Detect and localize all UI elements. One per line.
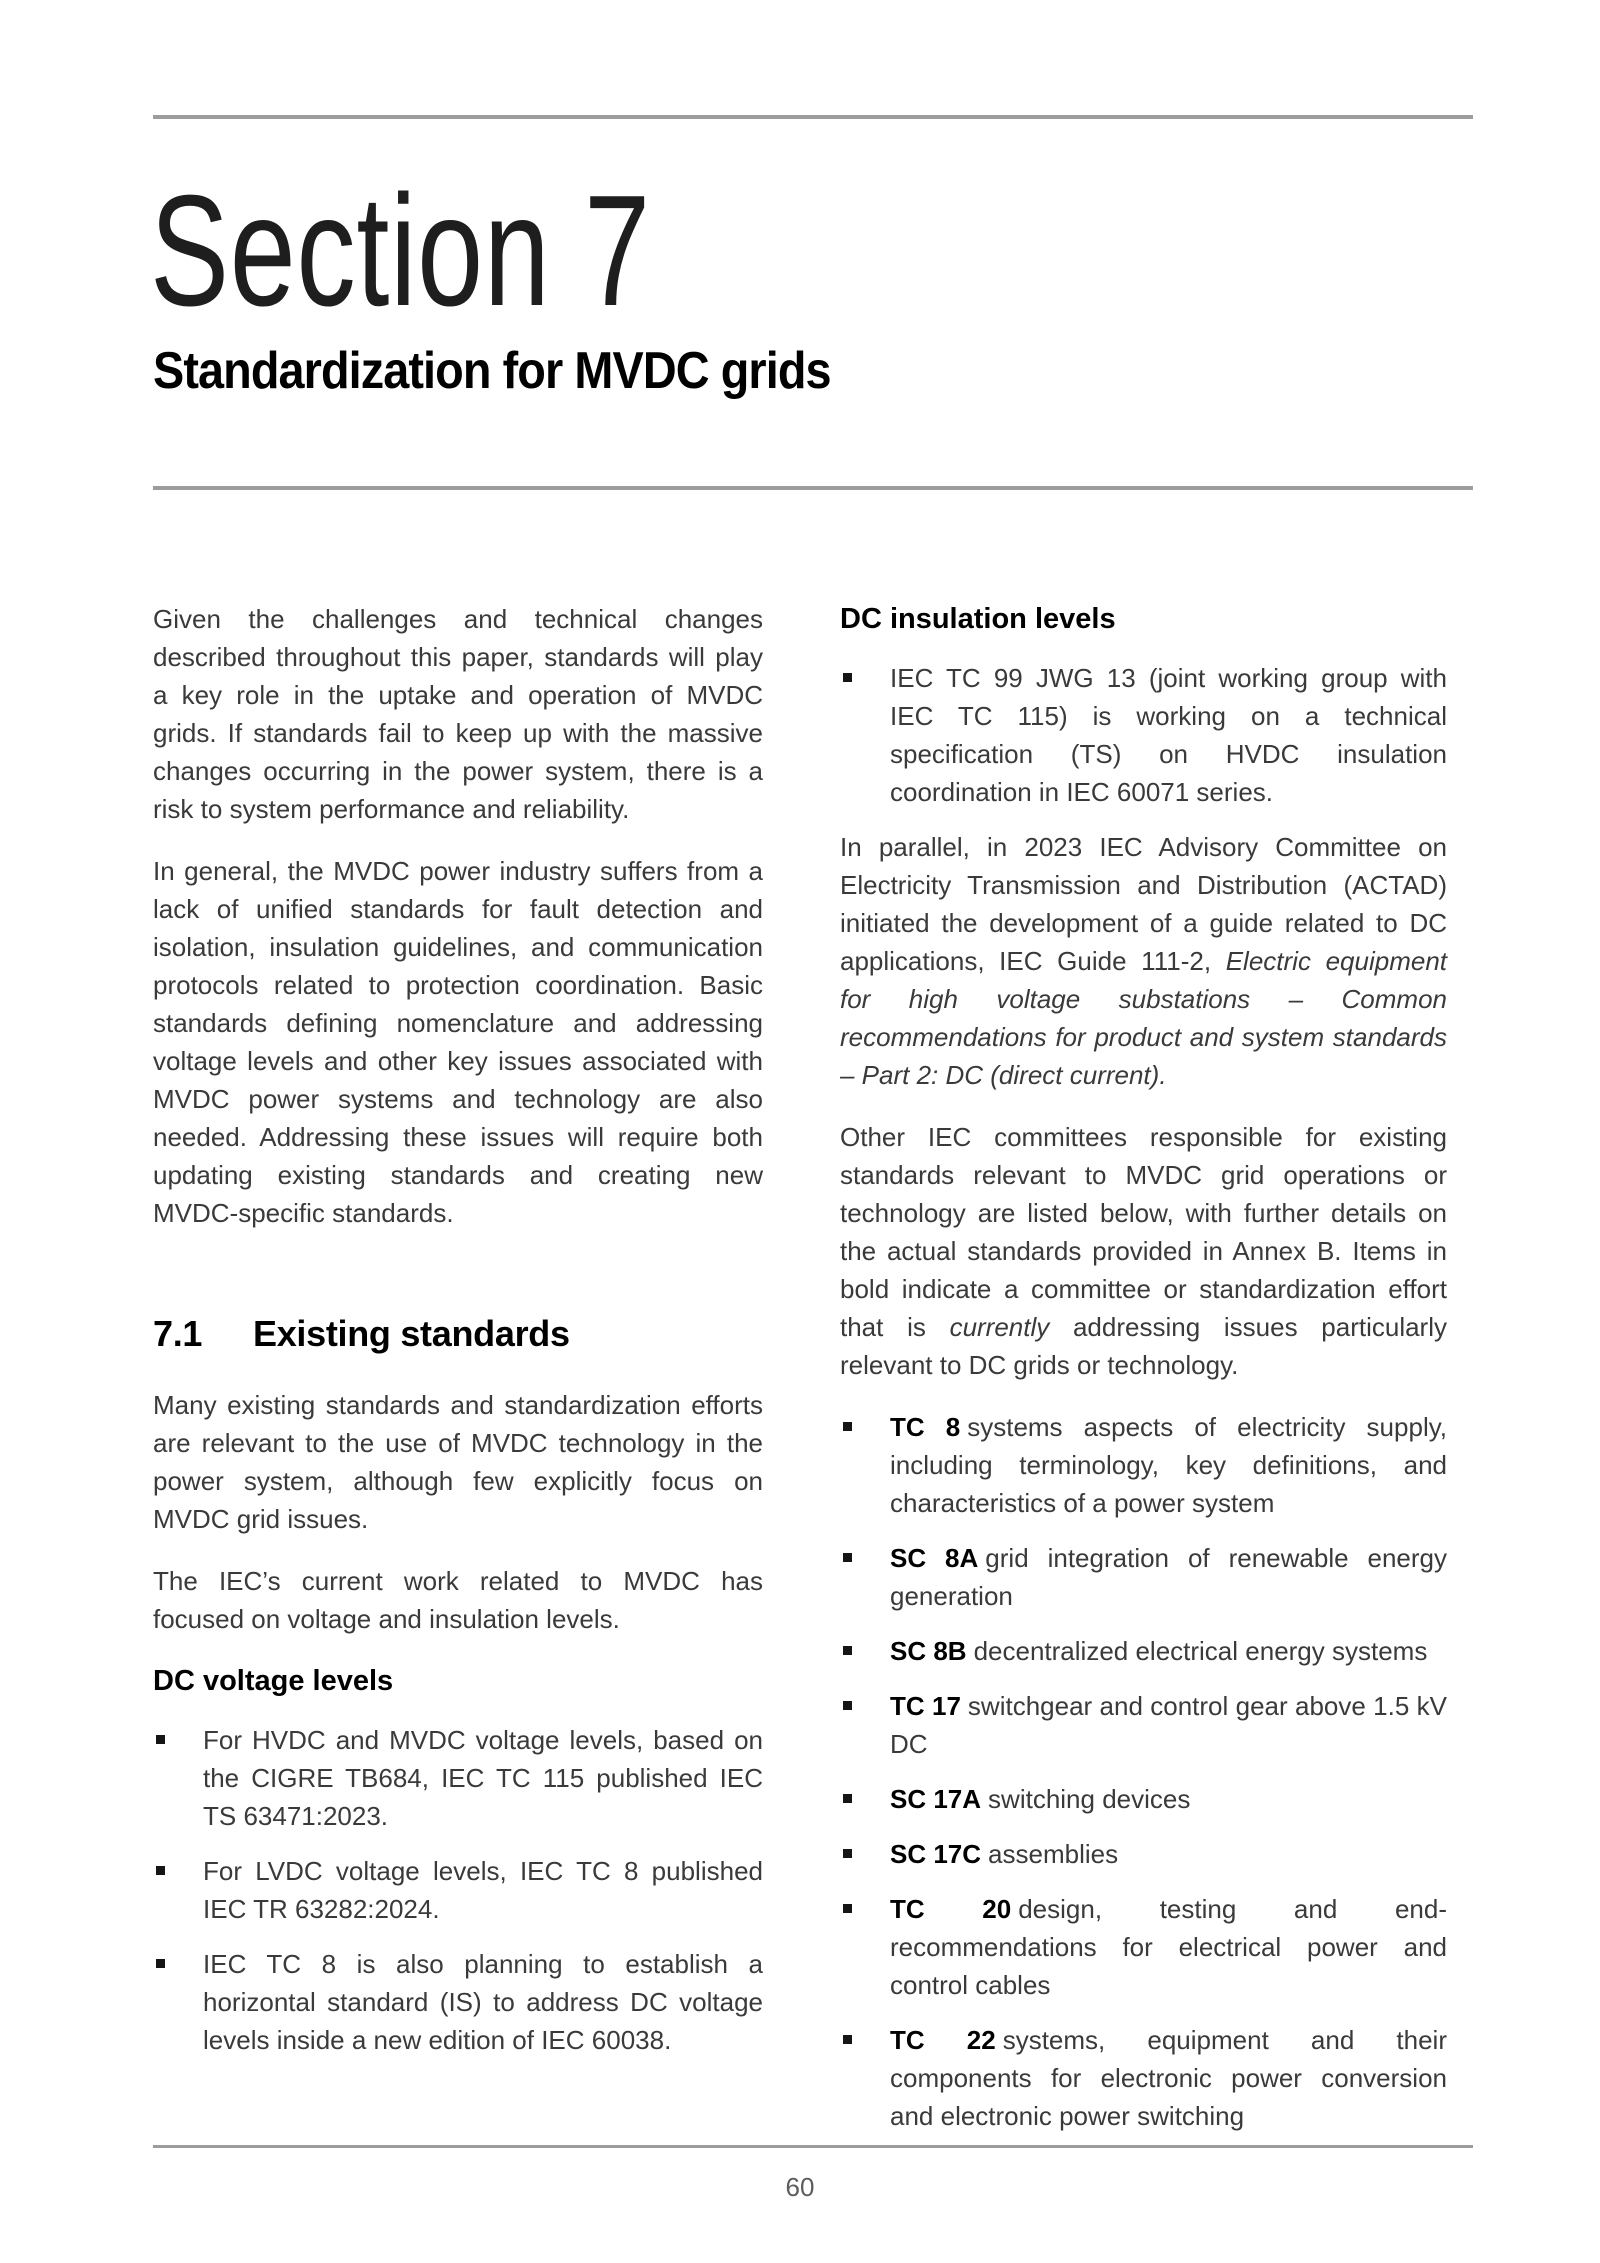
paragraph-text: addressing issues particularly relevant to DC grids or technology.	[840, 1312, 1447, 1380]
committee-item	[840, 1632, 1447, 1670]
committee-text	[890, 1894, 1447, 2000]
body-columns	[153, 600, 1447, 2152]
bullet-square-icon	[843, 1904, 852, 1913]
committee-code: SC 8B	[890, 1636, 967, 1666]
committee-code: SC 17C	[890, 1839, 982, 1869]
committee-desc: design, testing and end-recommendations for electrical power and control cables	[890, 1894, 1447, 2000]
bullet-square-icon	[843, 673, 852, 682]
committee-text	[890, 2025, 1447, 2131]
committee-text	[890, 1636, 1427, 1666]
committee-item	[840, 1835, 1447, 1873]
section-number-title: Section 7	[150, 163, 651, 339]
committee-code: TC 22	[890, 2025, 996, 2055]
paragraph-general: In general, the MVDC power industry suffers from a lack of unified standards for fault detection and isolation, insulation guidelines, and communication protocols related to protection coordination. Basic standards defining nomenclature and addressing voltage levels and other key issues associated with MVDC power systems and technology are also needed. Addressing these issues will require both updating existing standards and creating new MVDC-specific standards.	[153, 856, 763, 1228]
paragraph-iec-work: The IEC’s current work related to MVDC has focused on voltage and insulation levels.	[153, 1566, 763, 1634]
committee-text	[890, 1691, 1447, 1759]
page-title: Standardization for MVDC grids	[153, 342, 831, 400]
committee-text	[890, 1543, 1447, 1611]
committee-desc: systems aspects of electricity supply, including terminology, key definitions, and characteristics of a power system	[890, 1412, 1448, 1518]
header-divider	[153, 486, 1473, 490]
bullet-square-icon	[843, 1646, 852, 1655]
paragraph-other-committees	[840, 1118, 1447, 1384]
list-item-text: IEC TC 99 JWG 13 (joint working group with IEC TC 115) is working on a technical specification (TS) on HVDC insulation coordination in IEC 60071 series.	[890, 663, 1447, 807]
page-number: 60	[785, 2172, 815, 2202]
committee-text	[890, 1839, 1118, 1869]
list-item	[153, 1945, 763, 2059]
committee-list	[840, 1408, 1447, 2135]
bullet-square-icon	[156, 1735, 165, 1744]
committee-code: TC 20	[890, 1894, 1012, 1924]
committee-item	[840, 1780, 1447, 1818]
dc-insulation-levels-heading: DC insulation levels	[840, 603, 1116, 635]
committee-item	[840, 2021, 1447, 2135]
list-item	[840, 659, 1447, 811]
paragraph-text: Other IEC committees responsible for existing standards relevant to MVDC grid operations or technology are listed below, with further details on the actual standards provided in Annex B. Items in bold indicate a committee or standardization effort that is	[840, 1122, 1447, 1342]
section-7-1-heading	[153, 1312, 763, 1356]
paragraph-actad	[840, 828, 1447, 1094]
dc-voltage-bullet-list	[153, 1721, 763, 2059]
bullet-square-icon	[843, 1701, 852, 1710]
guide-title-italic: Electric equipment for high voltage substations – Common recommendations for product and system standards – Part 2: DC (direct current).	[840, 946, 1447, 1090]
committee-code: SC 8A	[890, 1543, 979, 1573]
bullet-square-icon	[843, 2035, 852, 2044]
paragraph-intro: Given the challenges and technical changes described throughout this paper, standards will play a key role in the uptake and operation of MVDC grids. If standards fail to keep up with the massive changes occurring in the power system, there is a risk to system performance and reliability.	[153, 604, 763, 824]
list-item-text: For HVDC and MVDC voltage levels, based on the CIGRE TB684, IEC TC 115 published IEC TS 63471:2023.	[203, 1725, 763, 1831]
committee-desc: grid integration of renewable energy generation	[890, 1543, 1447, 1611]
committee-text	[890, 1784, 1190, 1814]
right-column	[840, 600, 1447, 2152]
bullet-square-icon	[843, 1794, 852, 1803]
heading-number: 7.1	[153, 1313, 203, 1354]
bullet-square-icon	[156, 1866, 165, 1875]
list-item-text: IEC TC 8 is also planning to establish a horizontal standard (IS) to address DC voltage levels inside a new edition of IEC 60038.	[203, 1949, 763, 2055]
list-item-text: For LVDC voltage levels, IEC TC 8 published IEC TR 63282:2024.	[203, 1856, 763, 1924]
bullet-square-icon	[843, 1422, 852, 1431]
bullet-square-icon	[156, 1959, 165, 1968]
committee-desc: decentralized electrical energy systems	[973, 1636, 1428, 1666]
committee-desc: assemblies	[988, 1839, 1119, 1869]
left-column	[153, 600, 763, 2152]
dc-voltage-levels-heading: DC voltage levels	[153, 1665, 394, 1697]
committee-desc: systems, equipment and their components for electronic power conversion and electronic power switching	[890, 2025, 1447, 2131]
bullet-square-icon	[843, 1553, 852, 1562]
committee-item	[840, 1890, 1447, 2004]
list-item	[153, 1852, 763, 1928]
committee-item	[840, 1539, 1447, 1615]
top-divider	[153, 115, 1473, 119]
footer-divider	[153, 2145, 1473, 2148]
bullet-square-icon	[843, 1849, 852, 1858]
emphasis-currently: currently	[949, 1312, 1050, 1342]
committee-code: TC 8	[890, 1412, 961, 1442]
committee-item	[840, 1687, 1447, 1763]
committee-text	[890, 1412, 1447, 1518]
committee-code: TC 17	[890, 1691, 961, 1721]
heading-text: Existing standards	[253, 1313, 570, 1354]
committee-code: SC 17A	[890, 1784, 982, 1814]
committee-item	[840, 1408, 1447, 1522]
list-item	[153, 1721, 763, 1835]
paragraph-existing-standards: Many existing standards and standardization efforts are relevant to the use of MVDC technology in the power system, although few explicitly focus on MVDC grid issues.	[153, 1390, 763, 1534]
committee-desc: switchgear and control gear above 1.5 kV DC	[890, 1691, 1447, 1759]
paragraph-text: In parallel, in 2023 IEC Advisory Committee on Electricity Transmission and Distribution (ACTAD) initiated the development of a guide related to DC applications, IEC Guide 111-2,	[840, 832, 1447, 976]
committee-desc: switching devices	[988, 1784, 1191, 1814]
dc-insulation-bullet-list	[840, 659, 1447, 811]
